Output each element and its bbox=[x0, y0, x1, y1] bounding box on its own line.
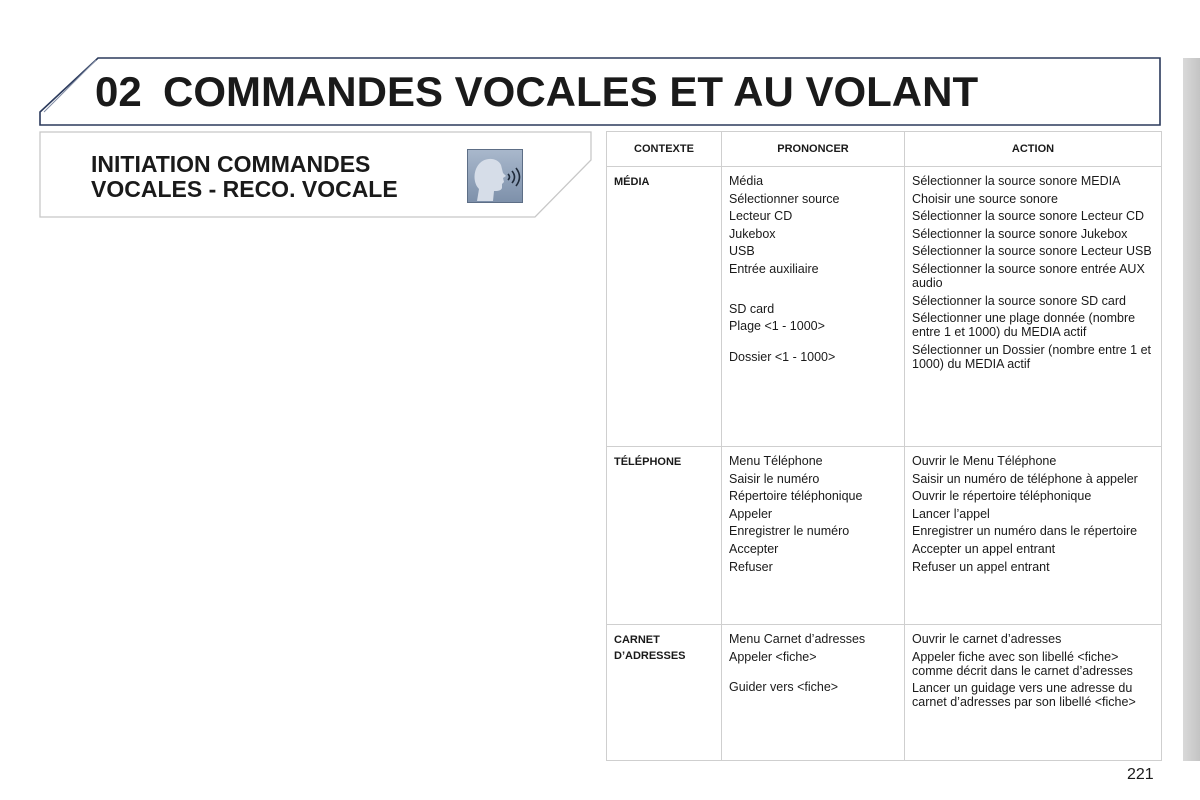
section-title: INITIATION COMMANDES VOCALES - RECO. VOCALE bbox=[91, 151, 398, 202]
action-item: Appeler fiche avec son libellé <fiche> comme décrit dans le carnet d’adresses bbox=[912, 649, 1133, 678]
action-item: Refuser un appel entrant bbox=[912, 559, 1050, 574]
pronounce-cell bbox=[722, 167, 905, 447]
pronounce-item: Répertoire téléphonique bbox=[729, 489, 863, 504]
table-header-row bbox=[607, 132, 1162, 167]
action-item: Enregistrer un numéro dans le répertoire bbox=[912, 524, 1138, 539]
action-item: Ouvrir le Menu Téléphone bbox=[912, 454, 1057, 468]
chapter-number: 02 bbox=[95, 68, 142, 115]
page-number: 221 bbox=[1127, 766, 1154, 783]
voice-commands-table bbox=[606, 131, 1162, 761]
pronounce-item: Menu Téléphone bbox=[729, 454, 823, 468]
action-item: Sélectionner la source sonore MEDIA bbox=[912, 174, 1121, 188]
pronounce-item: Plage <1 - 1000> bbox=[729, 319, 825, 334]
action-item: Sélectionner la source sonore SD card bbox=[912, 293, 1127, 308]
table-row-telephone bbox=[607, 447, 1162, 625]
action-item: Lancer un guidage vers une adresse du carnet d’adresses par son libellé <fiche> bbox=[912, 681, 1136, 710]
table-row-address-book bbox=[607, 625, 1162, 761]
pronounce-item: Média bbox=[729, 174, 764, 188]
pronounce-item: Dossier <1 - 1000> bbox=[729, 349, 836, 364]
action-item: Ouvrir le carnet d’adresses bbox=[912, 632, 1062, 646]
chapter-title: COMMANDES VOCALES ET AU VOLANT bbox=[163, 68, 979, 115]
action-item: Sélectionner la source sonore entrée AUX audio bbox=[912, 261, 1145, 290]
pronounce-item: Enregistrer le numéro bbox=[729, 524, 850, 539]
action-item: Accepter un appel entrant bbox=[912, 541, 1056, 556]
pronounce-item: Guider vers <fiche> bbox=[729, 680, 839, 695]
action-item: Sélectionner une plage donnée (nombre entre 1 et 1000) du MEDIA actif bbox=[912, 311, 1136, 340]
pronounce-cell bbox=[722, 447, 905, 625]
action-item: Sélectionner la source sonore Lecteur CD bbox=[912, 209, 1145, 224]
action-cell bbox=[905, 167, 1162, 447]
column-header-pronounce: PRONONCER bbox=[722, 132, 905, 167]
context-cell: CARNET D’ADRESSES bbox=[607, 625, 722, 761]
pronounce-item: Jukebox bbox=[729, 226, 776, 241]
action-item: Sélectionner la source sonore Jukebox bbox=[912, 226, 1128, 241]
action-item: Lancer l’appel bbox=[912, 506, 990, 521]
table-row-media bbox=[607, 167, 1162, 447]
pronounce-item: Menu Carnet d’adresses bbox=[729, 632, 866, 646]
action-cell bbox=[905, 447, 1162, 625]
pronounce-cell bbox=[722, 625, 905, 761]
action-item: Saisir un numéro de téléphone à appeler bbox=[912, 471, 1138, 486]
pronounce-item: Lecteur CD bbox=[729, 209, 793, 224]
pronounce-item: Appeler bbox=[729, 506, 773, 521]
pronounce-item: Appeler <fiche> bbox=[729, 649, 817, 664]
action-item: Ouvrir le répertoire téléphonique bbox=[912, 489, 1092, 504]
action-item: Sélectionner un Dossier (nombre entre 1 et 1000) du MEDIA actif bbox=[912, 342, 1152, 371]
pronounce-item: Sélectionner source bbox=[729, 191, 840, 206]
action-item: Sélectionner la source sonore Lecteur USB bbox=[912, 244, 1152, 259]
action-item: Choisir une source sonore bbox=[912, 191, 1058, 206]
action-cell bbox=[905, 625, 1162, 761]
pronounce-item: USB bbox=[729, 244, 755, 259]
pronounce-item: Refuser bbox=[729, 559, 773, 574]
voice-command-icon bbox=[467, 149, 523, 203]
pronounce-item: SD card bbox=[729, 301, 775, 316]
context-cell: TÉLÉPHONE bbox=[607, 447, 722, 625]
pronounce-item: Entrée auxiliaire bbox=[729, 261, 819, 276]
context-cell: MÉDIA bbox=[607, 167, 722, 447]
pronounce-item: Accepter bbox=[729, 541, 779, 556]
column-header-context: CONTEXTE bbox=[607, 132, 722, 167]
column-header-action: ACTION bbox=[905, 132, 1162, 167]
pronounce-item: Saisir le numéro bbox=[729, 471, 820, 486]
page-edge-tab bbox=[1183, 58, 1200, 761]
